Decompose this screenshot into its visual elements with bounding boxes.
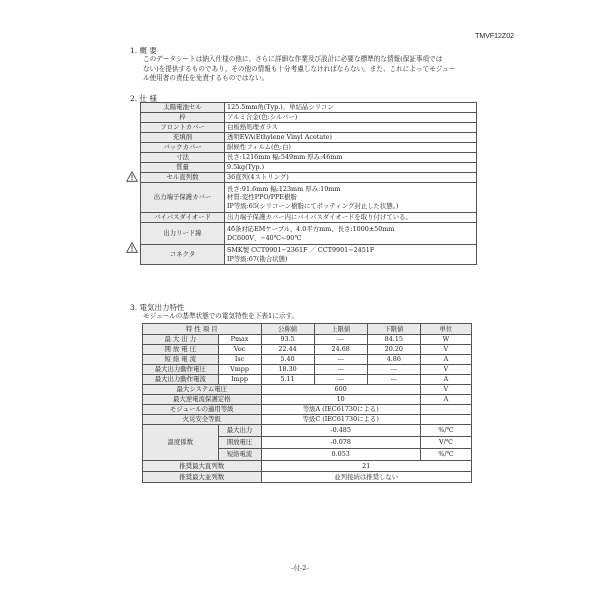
table-header-row — [143, 324, 472, 335]
item-value: 等級C (IEC61730による) — [261, 415, 420, 425]
unit: W — [420, 335, 471, 345]
spec-value-line: DC600V、−40℃~90℃ — [227, 233, 302, 242]
header-upper: 上限値 — [314, 324, 367, 335]
item-value: 600 — [261, 385, 420, 395]
unit: A — [420, 355, 471, 365]
lower-value: 4.86 — [367, 355, 420, 365]
item-value: -0.485 — [261, 425, 420, 437]
spec-label: セル直列数 — [141, 173, 225, 183]
table-row — [143, 355, 472, 365]
item-name: 開放電圧 — [218, 437, 261, 449]
spec-value: 9.5kg(Typ.) — [225, 163, 477, 173]
item-name: 最大出力 — [218, 425, 261, 437]
spec-value — [225, 223, 477, 245]
item-name: 火災安全等級 — [143, 415, 262, 425]
spec-value-line: 長さ:91.6mm 幅:123mm 厚み:19mm — [227, 184, 341, 193]
header-nominal: 公称値 — [261, 324, 314, 335]
warning-triangle-icon — [126, 171, 138, 182]
table-row — [143, 461, 472, 472]
table-row — [143, 335, 472, 345]
item-symbol: Isc — [218, 355, 261, 365]
item-symbol: Vmpp — [218, 365, 261, 375]
spec-row — [141, 143, 477, 153]
spec-value-line: IP等級:65(シリコーン樹脂にてポッティング封止した状態。) — [227, 201, 399, 210]
spec-value-line: 材質:変性PPO/PPE樹脂 — [227, 193, 297, 202]
spec-row — [141, 163, 477, 173]
spec-label: フロントカバー — [141, 123, 225, 133]
section-1-body — [143, 55, 503, 84]
item-symbol: Voc — [218, 345, 261, 355]
item-value: 21 — [261, 461, 472, 472]
spec-row — [141, 183, 477, 213]
spec-label: 出力リード線 — [141, 223, 225, 245]
spec-row — [141, 153, 477, 163]
lower-value: 20.20 — [367, 345, 420, 355]
spec-label: 寸法 — [141, 153, 225, 163]
section-1-line: このデータシートは納入仕様の他に、さらに詳細な作業及び設計に必要な標準的な情報(保証事項では — [143, 55, 443, 63]
item-name: 推奨最大並列数 — [143, 472, 262, 483]
spec-row — [141, 113, 477, 123]
electrical-table — [142, 323, 472, 483]
upper-value: --- — [314, 355, 367, 365]
section-1-line: ない)を提供するものであり、その他の情報も十分考慮しなければならない。また、これによってモジュー — [143, 64, 456, 73]
unit: A — [420, 375, 471, 385]
item-name: 最大逆電流保護定格 — [143, 395, 262, 405]
unit: %/℃ — [420, 449, 471, 461]
lower-value: --- — [367, 365, 420, 375]
spec-value: 透明EVA(Ethylene Vinyl Acetate) — [225, 133, 477, 143]
section-1-line: ル使用者の責任を免責するものではない。 — [143, 74, 269, 83]
page-number: -付-2- — [291, 564, 309, 572]
table-row — [143, 345, 472, 355]
unit: V — [420, 345, 471, 355]
section-3-title: 3. 電気出力特性 — [130, 303, 185, 312]
item-value: 0.053 — [261, 449, 420, 461]
item-name: モジュールの適用等級 — [143, 405, 262, 415]
spec-value-line: SMK製 CCT9901−2361F ／ CCT9901−2451F — [227, 246, 375, 255]
spec-label: 出力端子保護カバー — [141, 183, 225, 213]
spec-label: バイパスダイオード — [141, 213, 225, 223]
item-value: 等級A (IEC61730による) — [261, 405, 420, 415]
table-row — [143, 425, 472, 437]
warning-triangle-icon — [126, 242, 138, 253]
lower-value: --- — [367, 375, 420, 385]
item-name: 最大出力動作電流 — [143, 375, 219, 385]
spec-value: 長さ:1216mm 幅:549mm 厚み:46mm — [225, 153, 477, 163]
spec-label: 充填剤 — [141, 133, 225, 143]
header-item: 特 性 項 目 — [143, 324, 262, 335]
header-unit: 単位 — [420, 324, 471, 335]
spec-value: 耐候性フィルム(色:白) — [225, 143, 477, 153]
table-row — [143, 365, 472, 375]
nominal-value: 18.30 — [261, 365, 314, 375]
table-row — [143, 375, 472, 385]
lower-value: 84.15 — [367, 335, 420, 345]
section-3-intro: モジュールの基準状態での電気特性を下表1に示す。 — [143, 312, 299, 320]
item-name: 最大出力動作電圧 — [143, 365, 219, 375]
unit — [420, 405, 471, 415]
spec-value — [225, 183, 477, 213]
spec-value: 125.5mm角(Typ.)、単結晶シリコン — [225, 103, 477, 113]
spec-row — [141, 213, 477, 223]
item-name: 最 大 出 力 — [143, 335, 219, 345]
spec-row — [141, 123, 477, 133]
spec-row — [141, 173, 477, 183]
spec-label: 質量 — [141, 163, 225, 173]
spec-value: 36直列(4ストリング) — [225, 173, 477, 183]
unit: V — [420, 365, 471, 375]
nominal-value: 5.11 — [261, 375, 314, 385]
header-lower: 下限値 — [367, 324, 420, 335]
upper-value: 24.68 — [314, 345, 367, 355]
spec-row — [141, 103, 477, 113]
item-name: 推奨最大直列数 — [143, 461, 262, 472]
spec-value: 出力端子保護カバー内にバイパスダイオードを取り付けている。 — [225, 213, 477, 223]
item-value: 並列接続は推奨しない — [261, 472, 472, 483]
upper-value: --- — [314, 375, 367, 385]
item-symbol: Pmax — [218, 335, 261, 345]
unit: V — [420, 385, 471, 395]
spec-row — [141, 245, 477, 265]
spec-value: アルミ合金(色:シルバー) — [225, 113, 477, 123]
spec-label: バックカバー — [141, 143, 225, 153]
temp-coefficient-label: 温度係数 — [143, 425, 219, 461]
spec-table — [140, 102, 477, 265]
unit: A — [420, 395, 471, 405]
item-value: -0.078 — [261, 437, 420, 449]
unit — [420, 415, 471, 425]
item-symbol: Impp — [218, 375, 261, 385]
item-value: 10 — [261, 395, 420, 405]
section-2-title: 2. 仕 様 — [130, 94, 157, 103]
item-name: 短絡電流 — [218, 449, 261, 461]
item-name: 短 絡 電 流 — [143, 355, 219, 365]
table-row — [143, 385, 472, 395]
unit: V/℃ — [420, 437, 471, 449]
section-1-title: 1. 概 要 — [130, 46, 157, 55]
spec-value-line: IP等級:67(勘合状態) — [227, 254, 288, 263]
table-row — [143, 415, 472, 425]
nominal-value: 22.44 — [261, 345, 314, 355]
spec-value: 白板熱処理ガラス — [225, 123, 477, 133]
item-name: 開 放 電 圧 — [143, 345, 219, 355]
table-row — [143, 472, 472, 483]
table-row — [143, 405, 472, 415]
upper-value: --- — [314, 335, 367, 345]
spec-row — [141, 133, 477, 143]
upper-value: --- — [314, 365, 367, 375]
unit: %/℃ — [420, 425, 471, 437]
spec-value — [225, 245, 477, 265]
item-name: 最大システム電圧 — [143, 385, 262, 395]
nominal-value: 93.5 — [261, 335, 314, 345]
spec-label: 枠 — [141, 113, 225, 123]
spec-row — [141, 223, 477, 245]
spec-label: 太陽電池セル — [141, 103, 225, 113]
spec-value-line: 4б条対応EMケーブル、4.0平方mm、長さ:1000±50mm — [227, 225, 395, 234]
table-row — [143, 395, 472, 405]
document-id: TMVF12Z02 — [475, 33, 514, 40]
nominal-value: 5.40 — [261, 355, 314, 365]
spec-label: コネクタ — [141, 245, 225, 265]
